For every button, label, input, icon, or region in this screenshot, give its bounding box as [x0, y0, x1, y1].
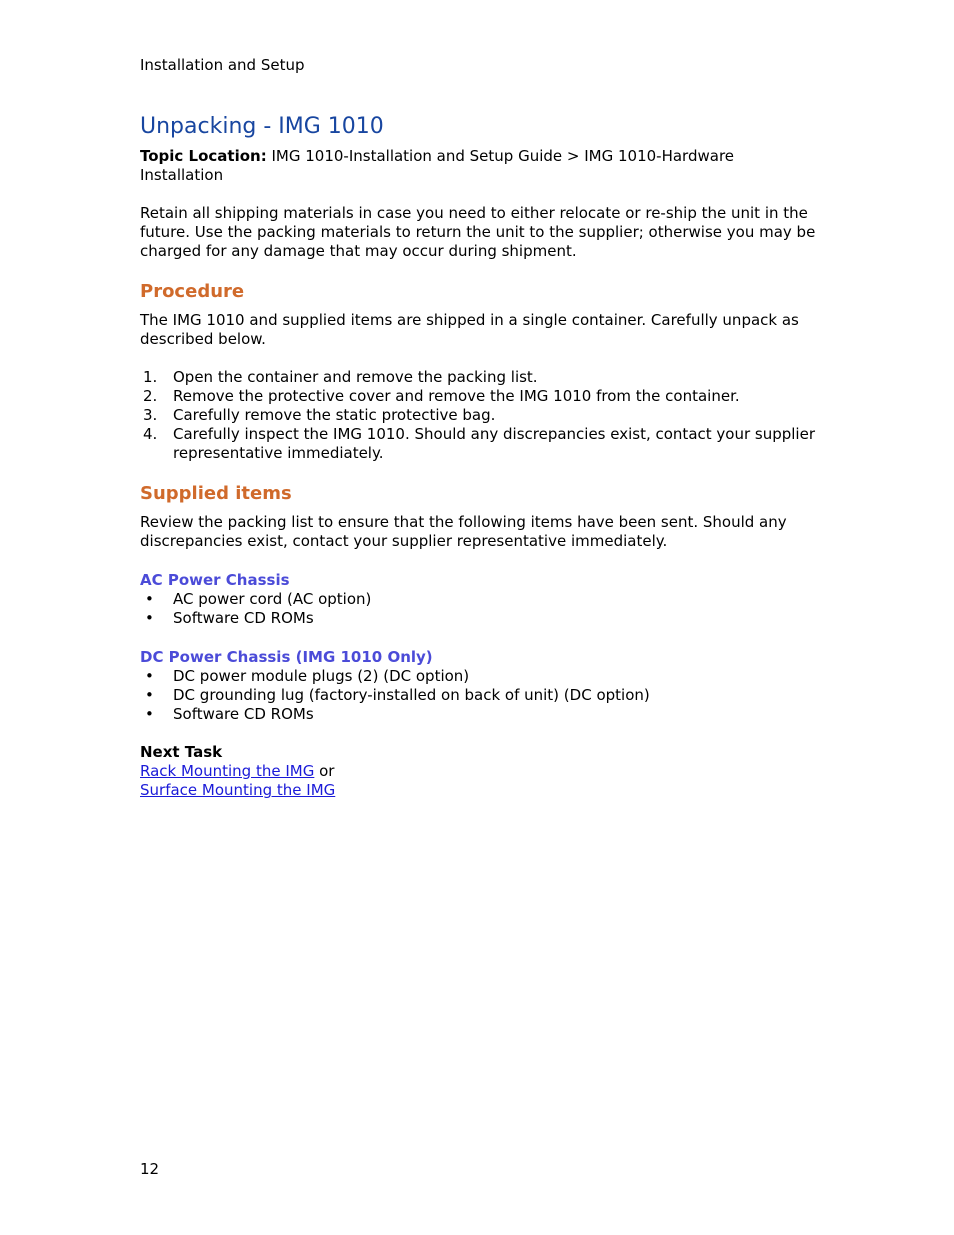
step-text: Remove the protective cover and remove the IMG 1010 from the container. — [173, 387, 740, 405]
bullet-icon: • — [145, 686, 154, 704]
item-text: DC grounding lug (factory-installed on back of unit) (DC option) — [173, 686, 650, 704]
surface-mounting-link[interactable]: Surface Mounting the IMG — [140, 781, 336, 799]
bullet-icon: • — [145, 590, 154, 608]
list-item — [140, 368, 820, 387]
step-number: 2. — [143, 387, 158, 405]
list-item — [140, 406, 820, 425]
next-task-label: Next Task — [140, 743, 223, 761]
list-item — [140, 387, 820, 406]
document-content — [140, 112, 820, 800]
supplied-items-heading: Supplied items — [140, 483, 292, 504]
intro-paragraph: Retain all shipping materials in case you need to either relocate or re-ship the unit in the future. Use the packing materials to return the unit to the supplier; otherwise you may be charged for any damage that may occur during shipment. — [140, 204, 816, 260]
item-text: AC power cord (AC option) — [173, 590, 372, 608]
item-text: Software CD ROMs — [173, 705, 314, 723]
next-task-links — [140, 762, 820, 781]
step-number: 3. — [143, 406, 158, 424]
list-item — [140, 705, 820, 724]
bullet-icon: • — [145, 705, 154, 723]
list-item — [140, 609, 820, 628]
procedure-heading: Procedure — [140, 281, 245, 302]
item-text: Software CD ROMs — [173, 609, 314, 627]
page-number: 12 — [140, 1160, 160, 1178]
procedure-steps — [140, 368, 820, 463]
dc-power-chassis-heading: DC Power Chassis (IMG 1010 Only) — [140, 648, 433, 666]
step-text: Carefully inspect the IMG 1010. Should any discrepancies exist, contact your supplier representative immediately. — [173, 425, 815, 462]
list-item — [140, 686, 820, 705]
list-item — [140, 425, 820, 463]
step-text: Carefully remove the static protective bag. — [173, 406, 496, 424]
topic-location-path: IMG 1010-Installation and Setup Guide > IMG 1010-Hardware Installation — [140, 147, 735, 184]
list-item — [140, 590, 820, 609]
link-connector: or — [314, 762, 335, 780]
page-title: Unpacking - IMG 1010 — [140, 114, 384, 139]
step-number: 1. — [143, 368, 158, 386]
dc-items-list — [140, 667, 820, 724]
topic-location — [140, 147, 820, 185]
running-header: Installation and Setup — [140, 56, 305, 74]
topic-location-label: Topic Location: — [140, 147, 267, 165]
step-number: 4. — [143, 425, 158, 443]
ac-power-chassis-heading: AC Power Chassis — [140, 571, 290, 589]
bullet-icon: • — [145, 667, 154, 685]
rack-mounting-link[interactable]: Rack Mounting the IMG — [140, 762, 315, 780]
procedure-intro: The IMG 1010 and supplied items are shipped in a single container. Carefully unpack as described below. — [140, 311, 799, 348]
list-item — [140, 667, 820, 686]
bullet-icon: • — [145, 609, 154, 627]
step-text: Open the container and remove the packing list. — [173, 368, 538, 386]
item-text: DC power module plugs (2) (DC option) — [173, 667, 470, 685]
next-task-links-2 — [140, 781, 820, 800]
ac-items-list — [140, 590, 820, 628]
supplied-items-intro: Review the packing list to ensure that the following items have been sent. Should any discrepancies exist, contact your supplier representative immediately. — [140, 513, 787, 550]
